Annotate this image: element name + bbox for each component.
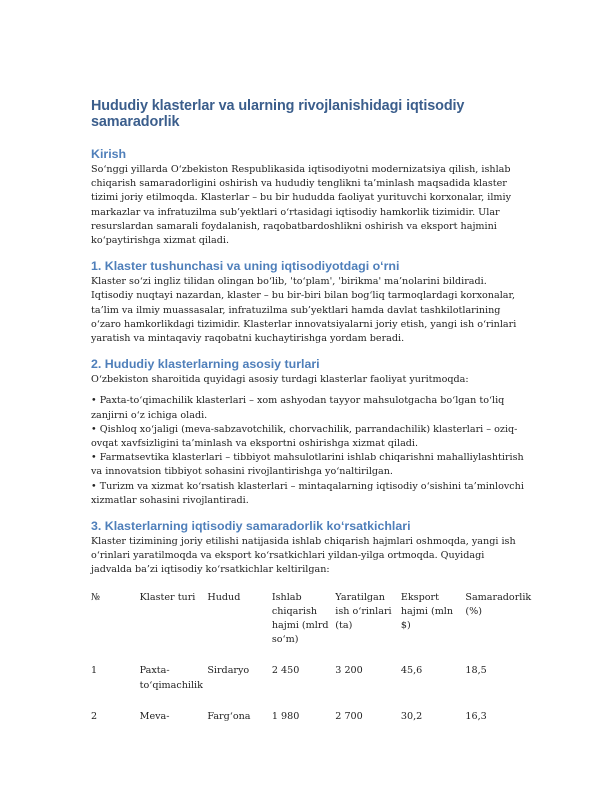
section-paragraph: Klaster tizimining joriy etilishi natijasida ishlab chiqarish hajmlari oshmoqda, yangi ish o‘rinlari yaratilmoqda va eksport ko‘rsatkichlari yildan-yilga ortmoqda. Quyidagi jadvalda ba’zi iqtisodiy ko‘rsatkichlar keltirilgan: <box>91 536 516 576</box>
section-heading: Kirish <box>91 147 127 161</box>
column-header: Klaster turi <box>139 591 196 603</box>
table-cell: Paxta-to‘qimachilik <box>139 665 203 691</box>
section-heading: 1. Klaster tushunchasi va uning iqtisodiyotdagi o‘rni <box>91 259 400 274</box>
list-item: • Paxta-to‘qimachilik klasterlari – xom ashyodan tayyor mahsulotgacha bo‘lgan to‘liq zanjirni o‘z ichiga oladi. <box>91 395 505 421</box>
column-header: Ishlab chiqarish hajmi (mlrd so‘m) <box>271 591 329 646</box>
section-paragraph: Klaster so‘zi ingliz tilidan olingan bo‘lib, 'to‘plam', 'birikma' ma’nolarini bildiradi. Iqtisodiy nuqtayi nazardan, klaster – bu bir-biri bilan bog‘liq tarmoqlardagi korxonalar, ta’lim va ilmiy muassasalar, infratuzilma sub’yektlari hamda davlat tashkilotlarining o‘zaro hamkorlikdagi tizimidir. Klasterlar innovatsiyalarni joriy etish, yangi ish o‘rinlari yaratish va mintaqaviy raqobatni kuchaytirishga yordam beradi. <box>91 276 517 345</box>
table-cell: Farg‘ona <box>207 710 251 722</box>
table-cell: 1 980 <box>271 710 300 722</box>
table-cell: 16,3 <box>465 710 487 722</box>
list-item: • Turizm va xizmat ko‘rsatish klasterlari – mintaqalarning iqtisodiy o‘sishini ta’minlovchi xizmatlar sohasini rivojlantiradi. <box>91 480 524 506</box>
table-cell: 2 700 <box>335 710 363 722</box>
table-cell: 30,2 <box>400 710 423 722</box>
section-heading: 2. Hududiy klasterlarning asosiy turlari <box>91 357 320 372</box>
column-header: № <box>91 591 101 603</box>
table-row <box>91 664 531 709</box>
table-cell: 1 <box>91 665 98 677</box>
table-cell: 45,6 <box>400 665 423 677</box>
section-paragraph: O‘zbekiston sharoitida quyidagi asosiy turdagi klasterlar faoliyat yuritmoqda: <box>91 374 469 386</box>
table-header-row <box>91 591 531 665</box>
document-title: Hududiy klasterlar va ularning rivojlanishidagi iqtisodiy samaradorlik <box>91 98 465 130</box>
list-item: • Farmatsevtika klasterlari – tibbiyot mahsulotlarini ishlab chiqarishni mahalliylashtirish va innovatsion tibbiyot sohasini rivojlantirishga yo‘naltirilgan. <box>91 452 524 478</box>
table-cell: 2 <box>91 710 98 722</box>
table-cell: 3 200 <box>335 665 363 677</box>
column-header: Eksport hajmi (mln $) <box>400 591 454 632</box>
column-header: Yaratilgan ish o‘rinlari (ta) <box>335 591 392 632</box>
section-heading: 3. Klasterlarning iqtisodiy samaradorlik ko‘rsatkichlari <box>91 519 411 534</box>
table-cell: Sirdaryo <box>207 665 250 677</box>
bullet-list <box>91 394 524 508</box>
list-item: • Qishloq xo‘jaligi (meva-sabzavotchilik, chorvachilik, parrandachilik) klasterlari – oziq-ovqat xavfsizligini ta’minlash va eksportni oshirishga xizmat qiladi. <box>91 423 518 450</box>
section-paragraph: So‘nggi yillarda O‘zbekiston Respublikasida iqtisodiyotni modernizatsiya qilish, ishlab chiqarish samaradorligini oshirish va hududiy tenglikni ta’minlash maqsadida klaster tizimi joriy etilmoqda. Klasterlar – bu bir hududda faoliyat yurituvchi korxonalar, ilmiy markazlar va infratuzilma sub’yektlari o‘rtasidagi iqtisodiy hamkorlik tizimidir. Ular resurslardan samarali foydalanish, raqobatbardoshlikni oshirish va eksport hajmini ko‘paytirishga xizmat qiladi. <box>91 164 511 247</box>
table-cell: Meva- <box>139 710 170 722</box>
indicators-table <box>91 591 531 741</box>
table-cell: 2 450 <box>271 665 300 677</box>
column-header: Hudud <box>207 591 241 603</box>
section-cluster-concept <box>91 259 524 346</box>
section-efficiency <box>91 519 532 741</box>
section-cluster-types <box>91 357 524 508</box>
table-cell: 18,5 <box>465 665 487 677</box>
table-row <box>91 710 531 741</box>
column-header: Samaradorlik (%) <box>465 591 532 617</box>
section-intro <box>91 147 524 248</box>
